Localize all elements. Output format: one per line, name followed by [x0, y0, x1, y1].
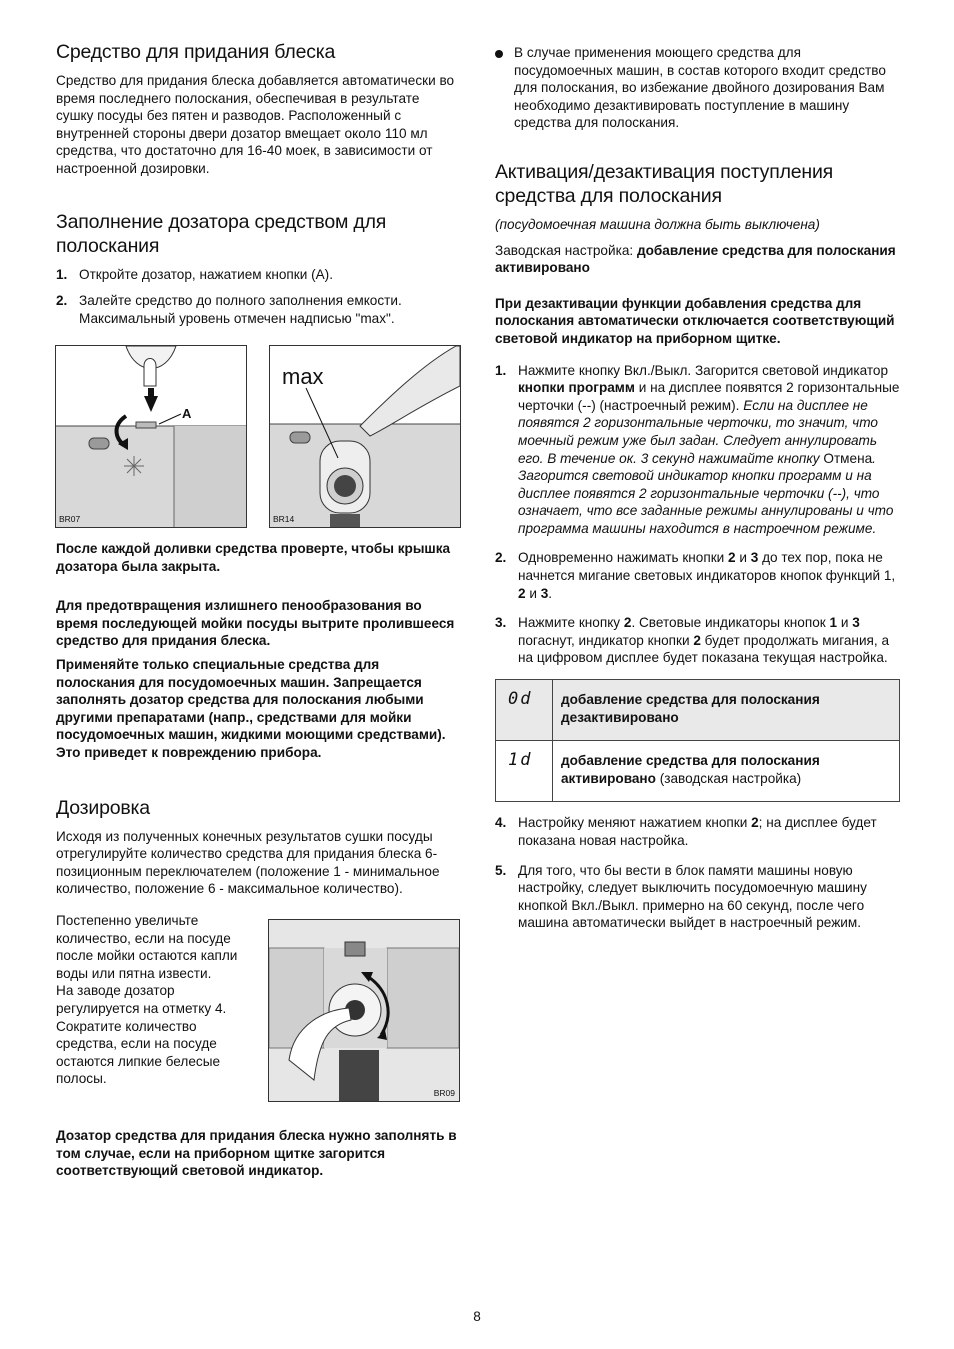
dosage-flow-text [56, 912, 261, 1088]
filling-steps [56, 266, 458, 328]
warning-special-agents: Применяйте только специальные средства для полоскания для посудомоечных машин. Запрещается заполнять дозатор средства для полоскания любыми другими препаратами (напр., средствами для мойки посудомоечных машин, жидкими моющими средствами). Это приведет к повреждению прибора. [56, 656, 446, 760]
dosage-text: Исходя из полученных конечных результатов сушки посуды отрегулируйте количество средства для придания блеска 6-позиционным переключателем (положение 1 - минимальное количество, положение 6 - максимальное количество). [56, 828, 440, 897]
dosage-decrease: Сократите количество средства, если на посуде остаются липкие белесые полосы. [56, 1018, 221, 1087]
list-item: 4. Настройку меняют нажатием кнопки 2; на дисплее будет показана новая настройка. [495, 815, 877, 848]
figure-fill-max [269, 345, 461, 528]
list-item: 5. Для того, что бы вести в блок памяти машины новую настройку, следует выключить посудомоечную машину кнопкой Вкл./Выкл. примерно на 60 секунд, после чего машина автоматически выйдет в настроечный режим. [495, 862, 867, 931]
warning-close-lid: После каждой доливки средства проверте, чтобы крышка дозатора была закрыта. [56, 541, 451, 574]
list-item: 1. Нажмите кнопку Вкл./Выкл. Загорится световой индикатор кнопки программ и на дисплее появятся 2 горизонтальные черточки (--) (настроечный режим). Если на дисплее не появятся 2 горизонтальные черточки, то значит, что моечный режим уже был задан. Следует аннулировать его. В течение ок. 3 секунд нажимайте кнопку Отмена. Загорится световой индикатор кнопки программ и на дисплее появятся 2 горизонтальные черточки (--), что означает, что все заданные режимы аннулированы и что программа машины находится в настроечном режиме. [495, 362, 900, 536]
list-item: 2. Одновременно нажимать кнопки 2 и 3 до тех пор, пока не начнется мигание световых индикаторов кнопок функций 1, 2 и 3. [495, 550, 896, 601]
section-title-filling: Заполнение дозатора средством для полоскания [56, 210, 387, 257]
list-item: 2. Залейте средство до полного заполнения емкости. Максимальный уровень отмечен надписью "max". [56, 293, 402, 326]
rinse-aid-intro: Средство для придания блеска добавляется автоматически во время последнего полоскания, обеспечивая в результате сушку посуды без пятен и разводов. Расположенный с внутренней стороны двери дозатор вмещает около 110 мл средства, что достаточно для 16-40 моек, в зависимости от настроенной дозировки. [56, 73, 455, 176]
left-column [56, 40, 458, 327]
warning-refill-indicator: Дозатор средства для придания блеска нужно заполнять в том случае, если на приборном щитке загорится соответствующий световой индикатор. [56, 1128, 457, 1179]
warning-wipe-spill: Для предотвращения излишнего пенообразования во время последующей мойки посуды вытрите пролившееся средство для придания блеска. [56, 598, 455, 649]
activation-note: (посудомоечная машина должна быть выключена) [495, 216, 820, 232]
left-column-lower [56, 540, 458, 898]
factory-setting: Заводская настройка: добавление средства для полоскания активировано [495, 242, 896, 276]
callout-label-max: max [282, 364, 324, 389]
figure-code: BR07 [59, 514, 81, 524]
dosage-increase: Постепенно увеличьте количество, если на посуде после мойки остаются капли воды или пятна извести. [56, 913, 238, 981]
figure-code: BR14 [273, 514, 295, 524]
callout-label-a: A [182, 406, 192, 421]
setting-description: добавление средства для полоскания активировано (заводская настройка) [553, 741, 900, 802]
bullet-icon [495, 50, 503, 58]
list-item: В случае применения моющего средства для посудомоечных машин, в состав которого входит средство для полоскания, во избежание двойного дозирования Вам необходимо дезактивировать поступление в машину средства для полоскания. [495, 44, 900, 132]
table-row [496, 680, 900, 741]
list-item: 3. Нажмите кнопку 2. Световые индикаторы кнопок 1 и 3 погаснут, индикатор кнопки 2 будет продолжать мигания, а на цифровом дисплее будет показана текущая настройка. [495, 615, 890, 666]
display-code: 1d [496, 741, 553, 802]
figure-code: BR09 [433, 1088, 455, 1098]
dosage-factory: На заводе дозатор регулируется на отметку 4. [56, 983, 227, 1016]
table-row [496, 741, 900, 802]
warning-indicator-off: При дезактивации функции добавления средства для полоскания автоматически отключается соответствующий световой индикатор на приборном щитке. [495, 295, 895, 346]
section-title-activation: Активация/дезактивация поступления средства для полоскания [495, 160, 834, 207]
figure-open-dispenser [55, 345, 247, 528]
right-column [495, 44, 900, 932]
left-column-bottom [56, 1127, 458, 1180]
activation-steps [495, 362, 900, 668]
activation-steps-continued [495, 814, 900, 932]
setting-description: добавление средства для полоскания дезактивировано [553, 680, 900, 741]
settings-table [495, 679, 900, 802]
list-item: 1. Откройте дозатор, нажатием кнопки (A). [56, 266, 333, 282]
figure-dosage-dial [268, 919, 460, 1102]
section-title-rinse-aid: Средство для придания блеска [56, 41, 336, 63]
section-title-dosage: Дозировка [56, 796, 150, 819]
dispenser-open-illustration [56, 346, 246, 527]
page-number: 8 [473, 1309, 481, 1324]
dosage-dial-illustration [269, 920, 459, 1101]
display-code: 0d [496, 680, 553, 741]
